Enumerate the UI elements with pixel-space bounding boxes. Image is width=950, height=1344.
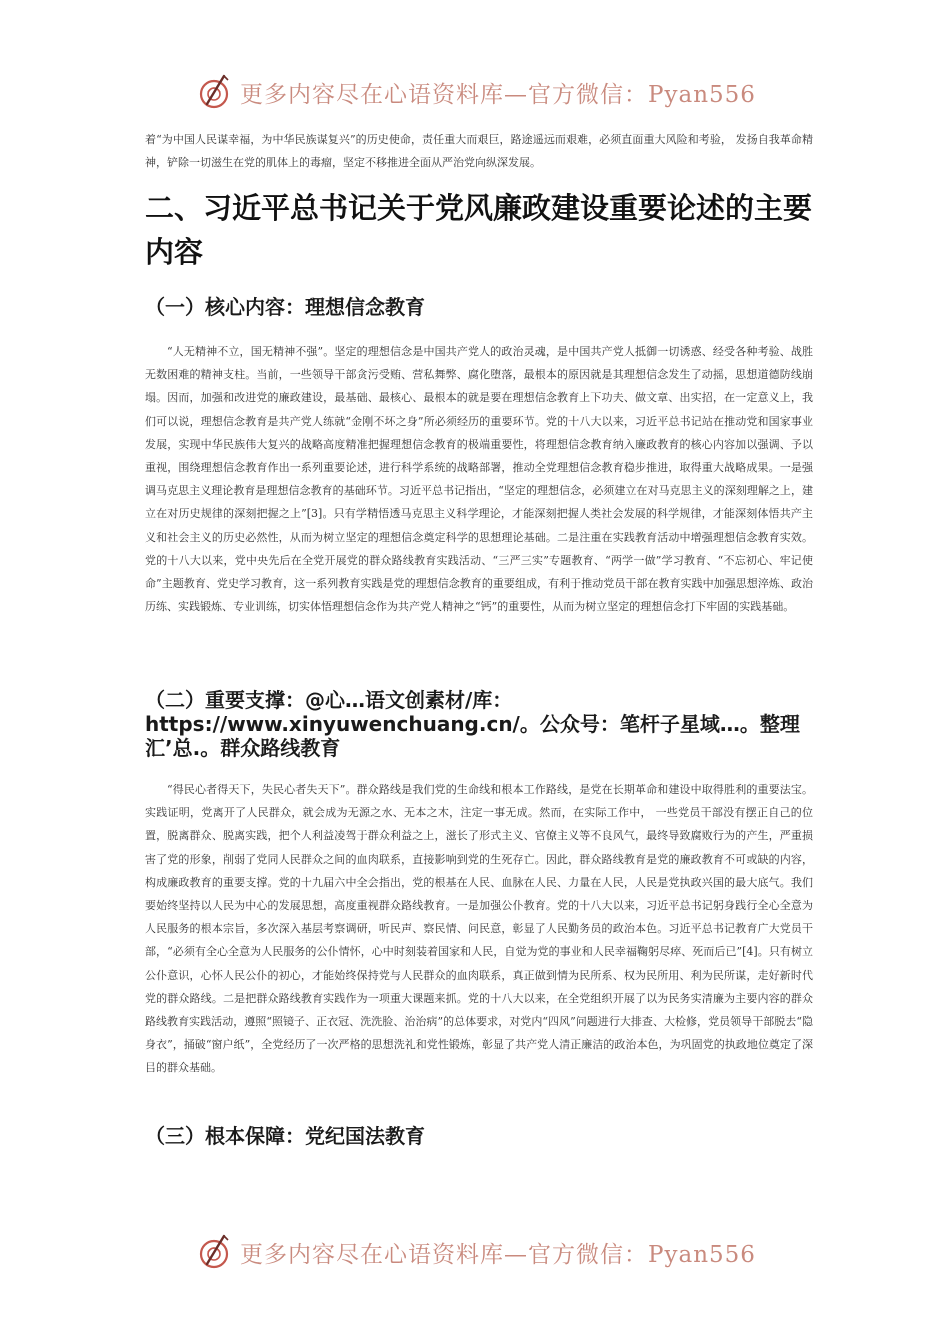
- subsection-title-3: （三）根本保障：党纪国法教育: [145, 1124, 425, 1148]
- header-banner: [0, 70, 950, 114]
- body-paragraph: “得民心者得天下，失民心者失天下”。群众路线是我们党的生命线和根本工作路线，是党在长期革命和建设中取得胜利的重要法宝。实践证明，党离开了人民群众，就会成为无源之水、无本之木，注定一事无成。然而，在实际工作中， 一些党员干部没有摆正自己的位置，脱离群众、脱离实践，把个人利益凌驾于群众利益之上，滋长了形式主义、官僚主义等不良风气，最终导致腐败行为的产生，严重损害了党的形象，削弱了党同人民群众之间的血肉联系，直接影响到党的生死存亡。因此，群众路线教育是党的廉政教育不可或缺的内容，构成廉政教育的重要支撑。党的十九届六中全会指出，党的根基在人民、血脉在人民、力量在人民，人民是党执政兴国的最大底气。我们要始终坚持以人民为中心的发展思想，高度重视群众路线教育。一是加强公仆教育。党的十八大以来，习近平总书记躬身践行全心全意为人民服务的根本宗旨，多次深入基层考察调研，听民声、察民情、问民意，彰显了人民勤务员的政治本色。习近平总书记教育广大党员干部，“必须有全心全意为人民服务的公仆情怀，心中时刻装着国家和人民，自觉为党的事业和人民幸福鞠躬尽瘁、死而后已”[4]。只有树立公仆意识，心怀人民公仆的初心，才能始终保持党与人民群众的血肉联系，真正做到情为民所系、权为民所用、利为民所谋，走好新时代党的群众路线。二是把群众路线教育实践作为一项重大课题来抓。党的十八大以来，在全党组织开展了以为民务实清廉为主要内容的群众路线教育实践活动，遵照“照镜子、正衣冠、洗洗脸、治治病”的总体要求，对党内“四风”问题进行大排查、大检修，党员领导干部脱去“隐身衣”，捅破“窗户纸”，全党经历了一次严格的思想洗礼和党性锻炼，彰显了共产党人清正廉洁的政治本色，为巩固党的执政地位奠定了深㠯的群众基础。: [145, 783, 813, 1075]
- subsection-body-2: [145, 778, 813, 1080]
- intro-paragraph: 着“为中国人民谋幸福，为中华民族谋复兴”的历史使命，责任重大而艰巨，路途遥远而艰难，必须直面重大风险和考验， 发扬自我革命精神，铲除一切滋生在党的肌体上的毒瘤，坚定不移推进全面从严治党向纵深发展。: [145, 133, 813, 170]
- banner-text: 更多内容尽在心语资料库—官方微信：Pyan556: [240, 1241, 756, 1268]
- banner-text: 更多内容尽在心语资料库—官方微信：Pyan556: [240, 81, 756, 108]
- subsection-title-1: （一）核心内容：理想信念教育: [145, 295, 425, 319]
- subsection-body-1: [145, 340, 813, 618]
- subsection-title-2: （二）重要支撑：@心…语文创素材/库：https://www.xinyuwenchuang.cn/。公众号：笔杆子星域…。整理汇’总.。群众路线教育: [145, 688, 800, 760]
- rose-quill-logo-icon: [194, 1232, 234, 1272]
- body-paragraph: “人无精神不立，国无精神不强”。坚定的理想信念是中国共产党人的政治灵魂，是中国共产党人抵御一切诱惑、经受各种考验、战胜无数困难的精神支柱。当前，一些领导干部贪污受贿、营私舞弊、腐化堕落，最根本的原因就是其理想信念发生了动摇，思想道德防线崩塌。因而，加强和改进党的廉政建设，最基础、最核心、最根本的就是要在理想信念教育上下功夫、做文章、出实招，在一定意义上，我们可以说，理想信念教育是共产党人练就“金刚不坏之身”所必须经历的重要环节。党的十八大以来，习近平总书记站在推动党和国家事业发展，实现中华民族伟大复兴的战略高度精准把握理想信念教育的极端重要性，将理想信念教育纳入廉政教育的核心内容加以强调、予以重视，围绕理想信念教育作出一系列重要论述，进行科学系统的战略部署，推动全党理想信念教育稳步推进，取得重大战略成果。一是强调马克思主义理论教育是理想信念教育的基础环节。习近平总书记指出，“坚定的理想信念，必须建立在对马克思主义的深刻理解之上，建立在对历史规律的深刻把握之上”[3]。只有学精悟透马克思主义科学理论，才能深刻把握人类社会发展的科学规律，才能深刻体悟共产主义和社会主义的历史必然性，从而为树立坚定的理想信念奠定科学的思想理论基础。二是注重在实践教育活动中增强理想信念教育实效。党的十八大以来，党中央先后在全党开展党的群众路线教育实践活动、“三严三实”专题教育、“两学一做”学习教育、“不忘初心、牢记使命”主题教育、党史学习教育，这一系列教育实践是党的理想信念教育的重要组成，有利于推动党员干部在教育实践中加强思想淬炼、政治历练、实践锻炼、专业训练，切实体悟理想信念作为共产党人精神之“钙”的重要性，从而为树立坚定的理想信念打下牢固的实践基础。: [145, 345, 813, 614]
- rose-quill-logo-icon: [194, 72, 234, 112]
- footer-banner: [0, 1230, 950, 1274]
- section-heading: 二、习近平总书记关于党风廉政建设重要论述的主要内容: [145, 191, 813, 269]
- intro-block: [145, 128, 813, 174]
